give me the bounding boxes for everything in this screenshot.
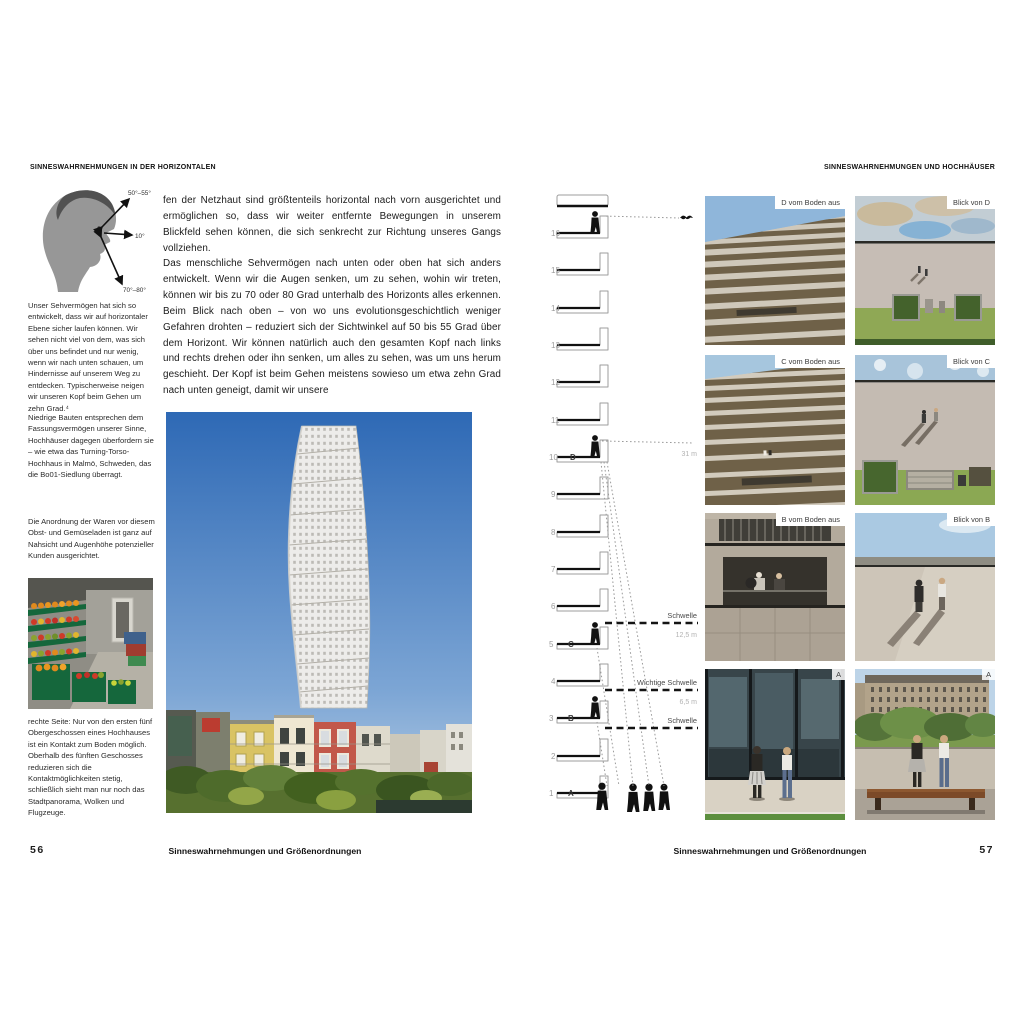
floor-number: 8 [551,528,556,537]
floor-number: 13 [551,341,560,350]
margin-note-warenanordnung: Die Anordnung der Waren vor diesem Obst- und Gemüseladen ist ganz auf Nahsicht und Augenhöhe potenzieller Kunden ausgerichtet. [28,517,155,561]
angle-down-label: 70°–80° [123,287,146,294]
floor-number: 7 [551,565,556,574]
floor-number: 6 [551,602,556,611]
photo-label: Blick von B [947,513,995,526]
figure-floor-3-B [590,696,600,718]
photo-b-vom-boden [705,513,845,661]
downward-sight-arrow [101,237,122,284]
photo-obst-gemuese-laden [28,578,153,709]
angle-up-label: 50°–55° [128,190,151,197]
floor-letter-C: C [568,640,574,649]
viewing-angle-head-diagram [28,182,154,296]
foreground-garden [166,765,472,813]
floor-number: 2 [551,752,556,761]
right-footer-title: Sinneswahrnehmungen und Größenordnungen [673,846,867,856]
figure-ground-4 [658,784,670,810]
height-31m-label: 31 m [681,451,697,458]
head-silhouette [43,190,116,292]
pond-water [376,800,472,813]
left-running-header: SINNESWAHRNEHMUNGEN IN DER HORIZONTALEN [30,164,216,171]
shop-photo-illustration [28,578,153,709]
floor-number: 15 [551,266,560,275]
left-page-number: 56 [30,844,45,856]
horizontal-sight-arrow [104,233,132,235]
photo-label: C vom Boden aus [775,355,845,368]
body-paragraph-1: fen der Netzhaut sind größtenteils horizontal nach vorn ausgerichtet und ermöglichen so, dass wir weiter entfernte Bewegungen in unserem Blickfeld sehen können, die sich senkrecht zur Richtung unseres Gangs vollziehen. [163,195,501,254]
floor-number: 12 [551,378,560,387]
photo-label: A [982,669,995,680]
photo-a-glasfassade [705,669,845,820]
photo-blick-von-c [855,355,995,505]
main-text-column [163,193,501,399]
floor-number: 14 [551,304,560,313]
photo-label: D vom Boden aus [775,196,845,209]
photo-blick-von-d [855,196,995,345]
floor-number: 4 [551,677,556,686]
body-paragraph-2: Das menschliche Sehvermögen nach unten oder oben hat sich anders entwickelt. Wenn wir die Augen senken, um zu sehen, wohin wir treten, können wir bis zu 70 oder 80 Grad unterhalb des Horizonts alles erkennen. Beim Blick nach oben – von wo uns evolutionsgeschichtlich weniger Gefahren drohten – reduziert sich der Sichtwinkel auf 50 bis 55 Grad über dem Horizont. Wir können natürlich auch den gesamten Kopf nach links und rechts drehen oder ihn senken, um alles zu sehen, was um uns herum geschieht. Der Kopf ist beim Gehen meistens sowieso um etwa zehn Grad nach unten geneigt, damit wir unsere [163,258,501,397]
photo-label: A [832,669,845,680]
photo-label: Blick von C [947,355,995,368]
right-page-number: 57 [979,844,994,856]
schwelle-lower-label: Schwelle [667,716,697,725]
right-running-header: SINNESWAHRNEHMUNGEN UND HOCHHÄUSER [823,164,995,171]
photo-d-vom-boden [705,196,845,345]
figure-ground-3 [643,784,655,811]
figure-ground-2 [627,784,639,812]
floor-number: 10 [549,453,558,462]
margin-note-rechte-seite: rechte Seite: Nur von den ersten fünf Obergeschossen eines Hochhauses ist ein Kontakt zum Boden möglich. Oberhalb des fünften Geschosses reduzieren sich die Kontaktmöglichkeiten stetig, schließlich sieht man nur noch das Stadtpanorama, Wolken und Flugzeuge. [28,717,153,818]
floor-number: 16 [551,229,560,238]
left-footer-title: Sinneswahrnehmungen und Größenordnungen [168,846,362,856]
figure-floor-16 [590,211,600,233]
wichtige-schwelle-label: Wichtige Schwelle [637,678,697,687]
floor-letter-D: D [570,453,576,462]
floor-number: 5 [549,640,554,649]
turning-torso-tower [289,426,370,708]
floor-letter-A: A [568,789,574,798]
photo-a-stadt [855,669,995,820]
floor-number: 9 [551,490,556,499]
margin-note-sehvermoegen: Unser Sehvermögen hat sich so entwickelt, dass wir auf horizontaler Ebene sicher laufen können. Wir sehen nicht viel von dem, was sich über uns befindet und nur wenig, wenn wir nach unten schauen, um Hindernisse auf unserem Weg zu entdecken. Typischerweise neigen wir unseren Kopf beim Gehen um zehn Grad.⁴ [28,301,148,413]
photo-turning-torso [166,412,472,813]
wichtige-schwelle-value: 6,5 m [679,699,697,706]
floor-letter-B: B [568,714,574,723]
eye-dot [97,226,100,229]
photo-label: Blick von D [947,196,995,209]
bird-icon [680,216,693,220]
figure-floor-10-D [590,435,600,457]
floor-number: 1 [549,789,554,798]
floor-threshold-diagram [545,190,705,830]
figure-floor-5-C [590,622,600,644]
angle-mid-label: 10° [135,233,145,240]
floor-number: 3 [549,714,554,723]
floor-number: 11 [551,416,560,425]
photo-blick-von-b [855,513,995,661]
figure-ground-1 [596,783,608,810]
photo-label: B vom Boden aus [776,513,845,526]
photo-c-vom-boden [705,355,845,505]
schwelle-upper-value: 12,5 m [675,632,697,639]
margin-note-niedrige-bauten: Niedrige Bauten entsprechen dem Fassungsvermögen unserer Sinne, Hochhäuser dagegen überfordern sie – wie etwa das Turning-Torso-Hochhaus in Malmö, Schweden, das die Bo01-Siedlung überragt. [28,413,154,480]
schwelle-upper-label: Schwelle [667,611,697,620]
roof-parapet [557,195,608,206]
